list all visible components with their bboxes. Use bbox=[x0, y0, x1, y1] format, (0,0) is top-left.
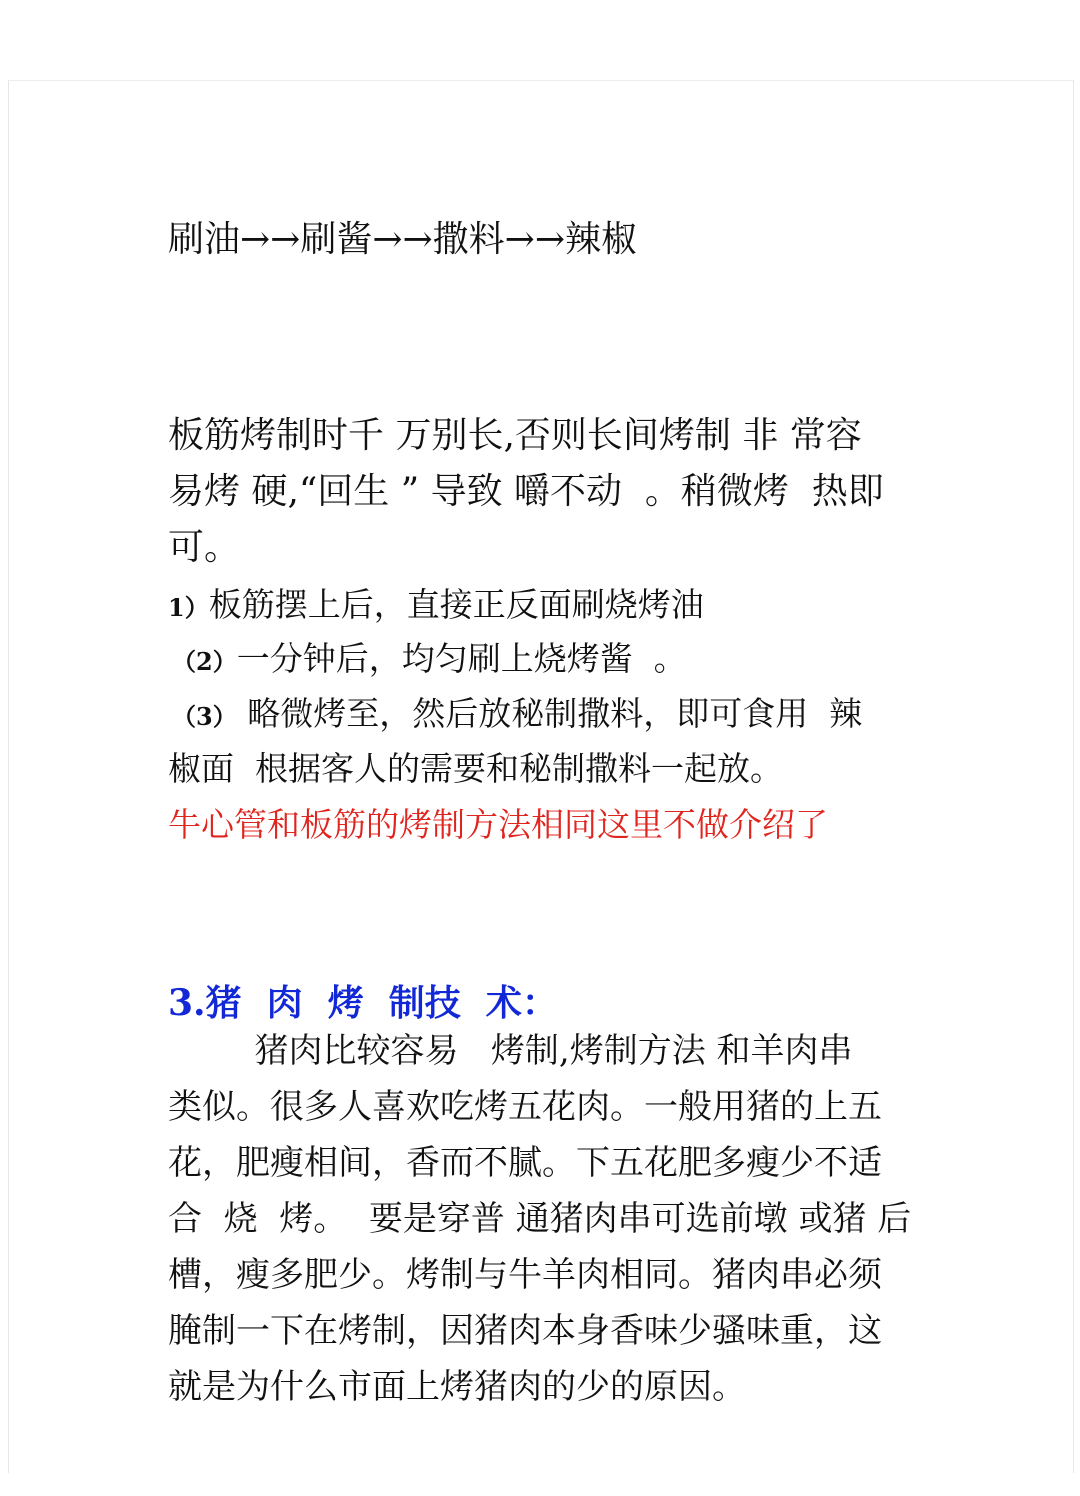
step-3 bbox=[172, 694, 863, 733]
paragraph2-line-4: 合 烧 烤。 要是穿普 通猪肉串可选前墩 或猪 后 bbox=[168, 1199, 912, 1239]
step-2-number: （2） bbox=[172, 647, 237, 676]
paragraph2-line-1: 猪肉比较容易 烤制,烤制方法 和羊肉串 bbox=[168, 1031, 853, 1071]
paragraph2-line-3: 花，肥瘦相间，香而不腻。下五花肥多瘦少不适 bbox=[168, 1143, 882, 1183]
paragraph2-line-5: 槽，瘦多肥少。烤制与牛羊肉相同。猪肉串必须 bbox=[168, 1255, 882, 1295]
step-2-text: 一分钟后，均匀刷上烧烤酱 。 bbox=[236, 639, 687, 678]
step-1-text: 板筋摆上后，直接正反面刷烧烤油 bbox=[208, 585, 704, 624]
step-3-number: （3） bbox=[172, 702, 237, 731]
paragraph1-line-2: 易烤 硬,“回生 ” 导致 嚼不动 。稍微烤 热即 bbox=[168, 471, 884, 512]
red-note: 牛心管和板筋的烤制方法相同这里不做介绍了 bbox=[168, 805, 828, 844]
section-heading bbox=[168, 975, 558, 1026]
paragraph1-line-1: 板筋烤制时千 万别长,否则长间烤制 非 常容 bbox=[168, 415, 862, 456]
paragraph2-line-2: 类似。很多人喜欢吃烤五花肉。一般用猪的上五 bbox=[168, 1087, 882, 1127]
step-3-continuation: 椒面 根据客人的需要和秘制撒料一起放。 bbox=[168, 749, 783, 788]
paragraph2-line-6: 腌制一下在烤制，因猪肉本身香味少骚味重，这 bbox=[168, 1311, 882, 1351]
step-1 bbox=[168, 585, 704, 624]
process-flow-line: 刷油→→刷酱→→撒料→→辣椒 bbox=[168, 219, 637, 260]
step-1-number: 1） bbox=[168, 593, 209, 622]
paragraph1-line-3: 可。 bbox=[168, 527, 241, 568]
section-title: 猪 肉 烤 制技 术： bbox=[205, 982, 558, 1024]
step-2 bbox=[172, 639, 687, 678]
section-number: 3. bbox=[168, 982, 206, 1024]
step-3-text: 略微烤至，然后放秘制撒料，即可食用 辣 bbox=[236, 694, 863, 733]
paragraph2-line-7: 就是为什么市面上烤猪肉的少的原因。 bbox=[168, 1367, 746, 1407]
